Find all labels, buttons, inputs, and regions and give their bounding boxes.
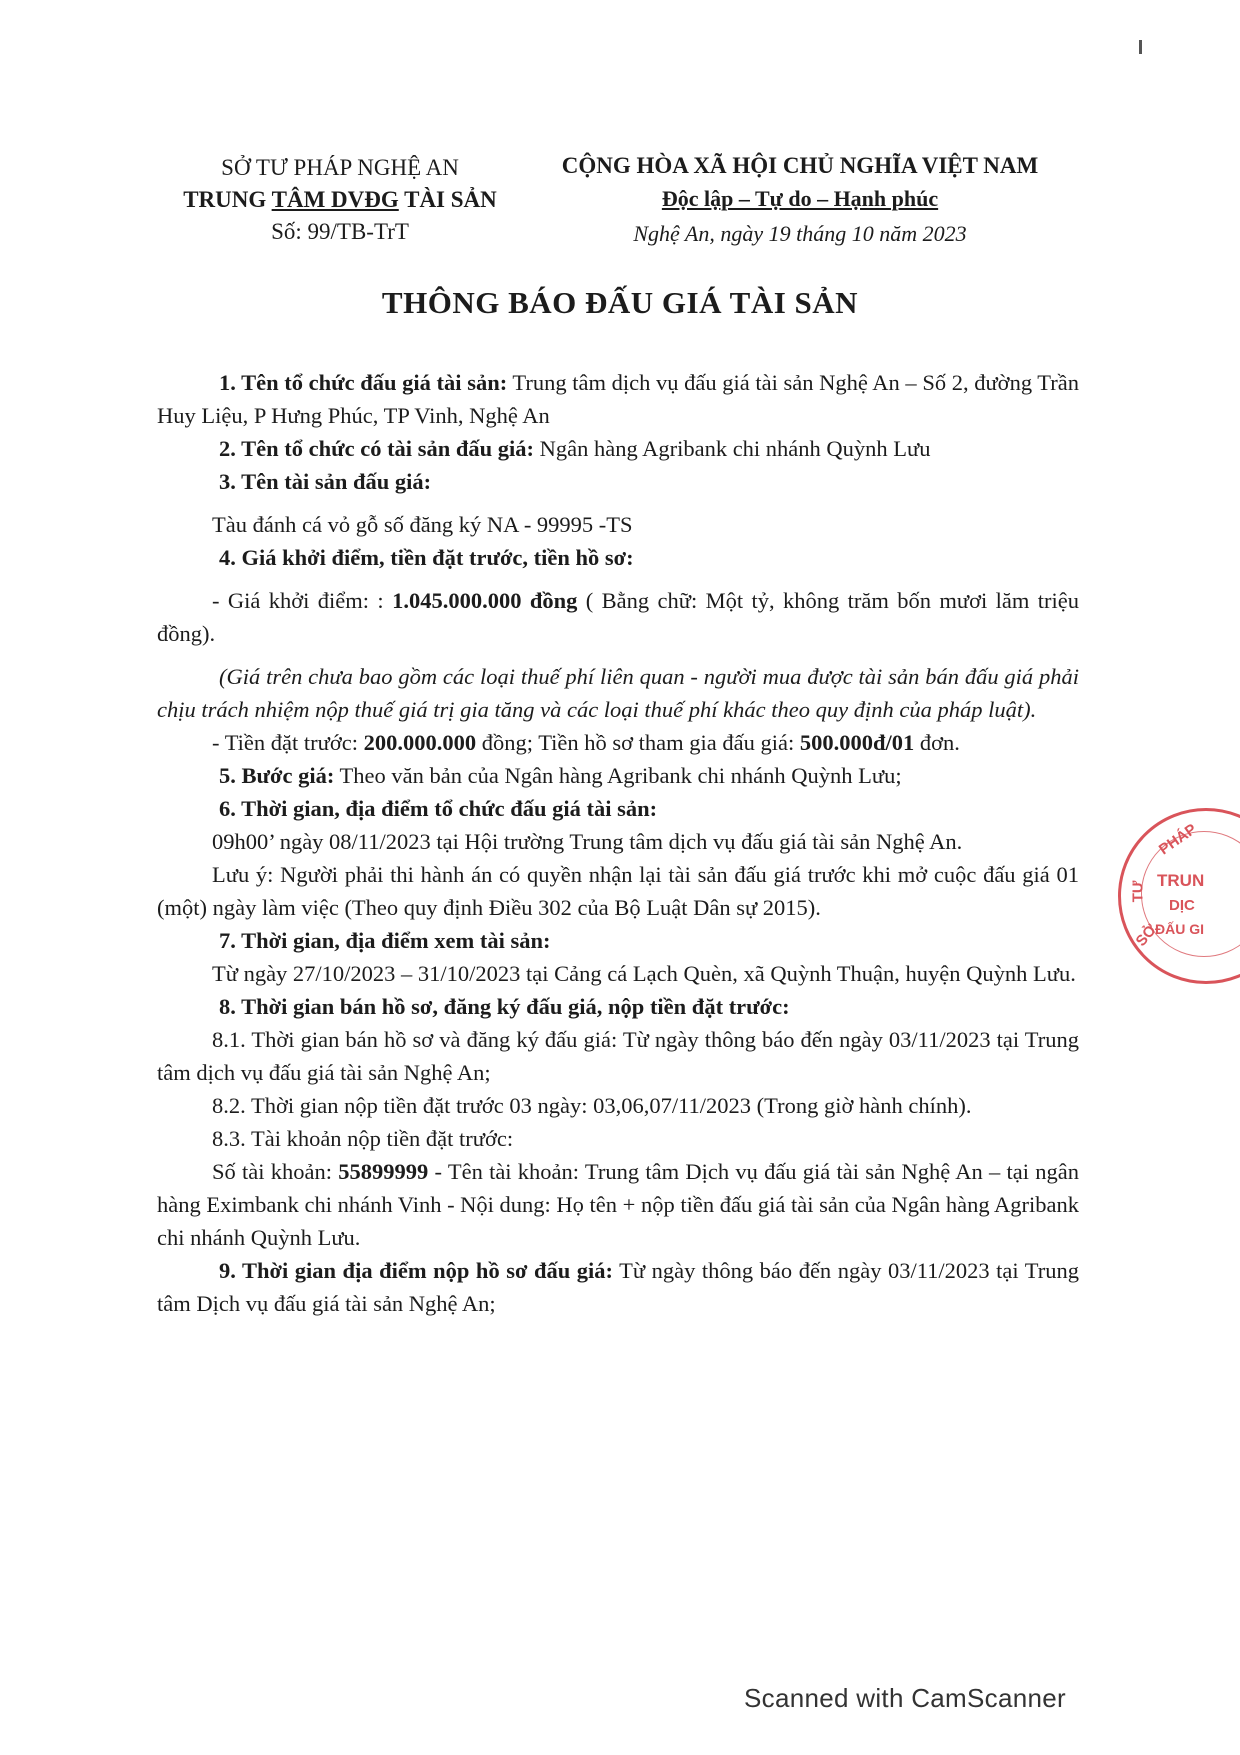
price-prefix: - Giá khởi điểm: : (212, 588, 393, 613)
national-title: CỘNG HÒA XÃ HỘI CHỦ NGHĨA VIỆT NAM (561, 153, 1039, 178)
section-2 (157, 432, 1079, 465)
fee-value: 500.000đ/01 (799, 730, 915, 755)
center-name (145, 184, 535, 216)
header-right (520, 148, 1080, 252)
starting-price (157, 584, 1079, 650)
stamp-text-4: ĐẤU GI (1155, 921, 1204, 937)
section-3-text: Tàu đánh cá vỏ gỗ số đăng ký NA - 99995 -TS (212, 512, 633, 537)
document-body (157, 366, 1079, 1320)
price-value: 1.045.000.000 đồng (392, 588, 578, 613)
scanner-watermark: Scanned with CamScanner (744, 1683, 1066, 1713)
section-3-label: 3. Tên tài sản đấu giá: (219, 469, 432, 494)
section-1 (157, 366, 1079, 432)
price-note: (Giá trên chưa bao gồm các loại thuế phí liên quan - người mua được tài sản bán đấu giá phải chịu trách nhiệm nộp thuế giá trị gia tăng và các loại thuế phí khác theo quy định của pháp luật). (157, 664, 1079, 722)
agency-name: SỞ TƯ PHÁP NGHỆ AN (221, 155, 459, 180)
page-title: THÔNG BÁO ĐẤU GIÁ TÀI SẢN (381, 285, 859, 320)
section-1-text: Trung tâm dịch vụ đấu giá tài sản Nghệ An – Số 2, đường Trần Huy Liệu, P Hưng Phúc, TP Vinh, Nghệ An (157, 370, 1079, 428)
account-number: 55899999 (338, 1159, 429, 1184)
deposit-line (157, 726, 1079, 759)
section-6-note: Lưu ý: Người phải thi hành án có quyền nhận lại tài sản đấu giá trước khi mở cuộc đấu giá 01 (một) ngày làm việc (Theo quy định Điều 302 của Bộ Luật Dân sự 2015). (157, 862, 1079, 920)
stamp-text-1: PHÁP (1155, 820, 1200, 859)
section-6-text: 09h00’ ngày 08/11/2023 tại Hội trường Trung tâm dịch vụ đấu giá tài sản Nghệ An. (212, 829, 963, 854)
document-number: Số: 99/TB-TrT (271, 219, 409, 244)
stamp-text-2: TRUN (1157, 871, 1205, 890)
section-4-label: 4. Giá khởi điểm, tiền đặt trước, tiền hồ sơ: (219, 545, 634, 570)
section-6-label: 6. Thời gian, địa điểm tổ chức đấu giá tài sản: (219, 796, 658, 821)
stamp-inner-ring (1141, 831, 1240, 957)
stamp-text-5: TƯ (1129, 880, 1147, 903)
section-8-3: 8.3. Tài khoản nộp tiền đặt trước: (212, 1126, 514, 1151)
section-7-label: 7. Thời gian, địa điểm xem tài sản: (219, 928, 551, 953)
national-motto: Độc lập – Tự do – Hạnh phúc (661, 186, 939, 211)
center-name-b: TÂM DVĐG (271, 187, 399, 212)
account-prefix: Số tài khoản: (212, 1159, 339, 1184)
section-9-label: 9. Thời gian địa điểm nộp hồ sơ đấu giá: (219, 1258, 614, 1283)
section-5-label: 5. Bước giá: (219, 763, 335, 788)
section-8-2: 8.2. Thời gian nộp tiền đặt trước 03 ngày: 03,06,07/11/2023 (Trong giờ hành chính). (212, 1093, 972, 1118)
center-name-a: TRUNG (183, 187, 272, 212)
scan-mark (1139, 40, 1142, 54)
deposit-mid: đồng; Tiền hồ sơ tham gia đấu giá: (476, 730, 800, 755)
section-5 (157, 759, 1079, 792)
section-8-1: 8.1. Thời gian bán hồ sơ và đăng ký đấu giá: Từ ngày thông báo đến ngày 03/11/2023 tại Trung tâm dịch vụ đấu giá tài sản Nghệ An; (157, 1027, 1079, 1085)
section-5-text: Theo văn bản của Ngân hàng Agribank chi nhánh Quỳnh Lưu; (334, 763, 902, 788)
section-2-text: Ngân hàng Agribank chi nhánh Quỳnh Lưu (533, 436, 931, 461)
section-9 (157, 1254, 1079, 1320)
fee-suffix: đơn. (914, 730, 960, 755)
section-8-label: 8. Thời gian bán hồ sơ, đăng ký đấu giá, nộp tiền đặt trước: (219, 994, 790, 1019)
center-name-c: TÀI SẢN (398, 187, 497, 212)
section-9-text: Từ ngày thông báo đến ngày 03/11/2023 tại Trung tâm Dịch vụ đấu giá tài sản Nghệ An; (157, 1258, 1079, 1316)
deposit-prefix: - Tiền đặt trước: (212, 730, 364, 755)
price-words: ( Bằng chữ: Một tỷ, không trăm bốn mươi lăm triệu đồng). (157, 588, 1080, 646)
header-left (145, 152, 535, 248)
document-date: Nghệ An, ngày 19 tháng 10 năm 2023 (633, 221, 967, 246)
section-1-label: 1. Tên tổ chức đấu giá tài sản: (219, 370, 508, 395)
section-2-label: 2. Tên tổ chức có tài sản đấu giá: (219, 436, 534, 461)
account-text: - Tên tài khoản: Trung tâm Dịch vụ đấu giá tài sản Nghệ An – tại ngân hàng Eximbank chi nhánh Vinh - Nội dung: Họ tên + nộp tiền đấu giá tài sản của Ngân hàng Agribank chi nhánh Quỳnh Lưu. (157, 1159, 1079, 1250)
stamp-text-3: DỊC (1169, 897, 1195, 914)
section-7-text: Từ ngày 27/10/2023 – 31/10/2023 tại Cảng cá Lạch Quèn, xã Quỳnh Thuận, huyện Quỳnh Lưu. (212, 961, 1076, 986)
bank-account (157, 1155, 1079, 1254)
official-stamp (1118, 808, 1240, 984)
stamp-text-6: SỞ (1132, 921, 1161, 950)
deposit-value: 200.000.000 (363, 730, 477, 755)
